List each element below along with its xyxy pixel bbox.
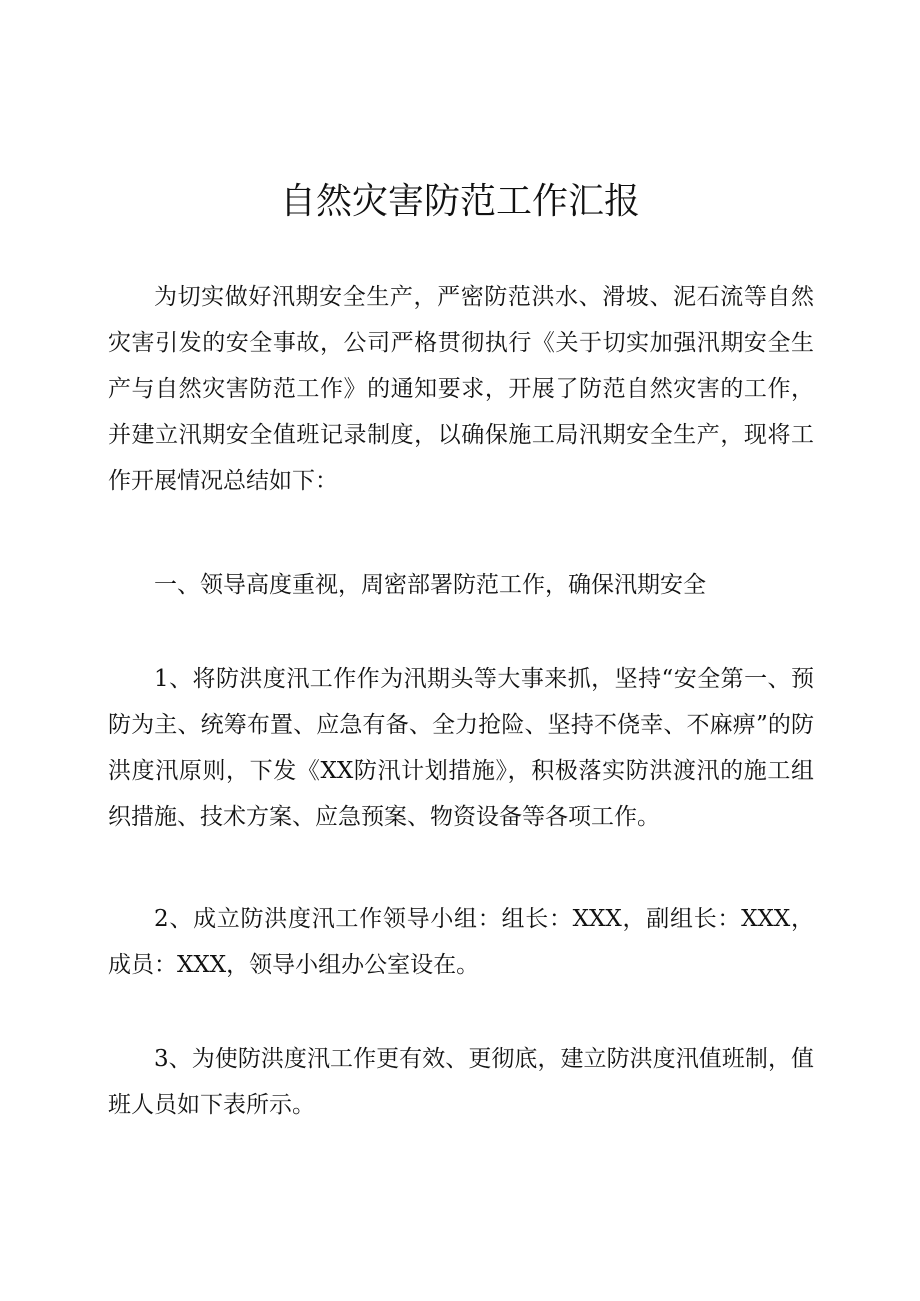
section-heading-1: 一、领导高度重视，周密部署防范工作，确保汛期安全 [154,572,706,598]
list-item-1: 1、将防洪度汛工作作为汛期头等大事来抓，坚持“安全第一、预防为主、统筹布置、应急有备、全力抢险、坚持不侥幸、不麻痹”的防洪度汛原则，下发《XX防汛计划措施》，积极落实防洪渡汛的施工组织措施、技术方案、应急预案、物资设备等各项工作。 [108,666,814,830]
intro-paragraph: 为切实做好汛期安全生产，严密防范洪水、滑坡、泥石流等自然灾害引发的安全事故，公司严格贯彻执行《关于切实加强汛期安全生产与自然灾害防范工作》的通知要求，开展了防范自然灾害的工作，并建立汛期安全值班记录制度，以确保施工局汛期安全生产，现将工作开展情况总结如下： [108,284,814,494]
list-item-2: 2、成立防洪度汛工作领导小组：组长：XXX，副组长：XXX，成员：XXX，领导小组办公室设在。 [108,906,814,978]
list-item-3: 3、为使防洪度汛工作更有效、更彻底，建立防洪度汛值班制，值班人员如下表所示。 [108,1046,814,1118]
document-title: 自然灾害防范工作汇报 [279,181,640,222]
